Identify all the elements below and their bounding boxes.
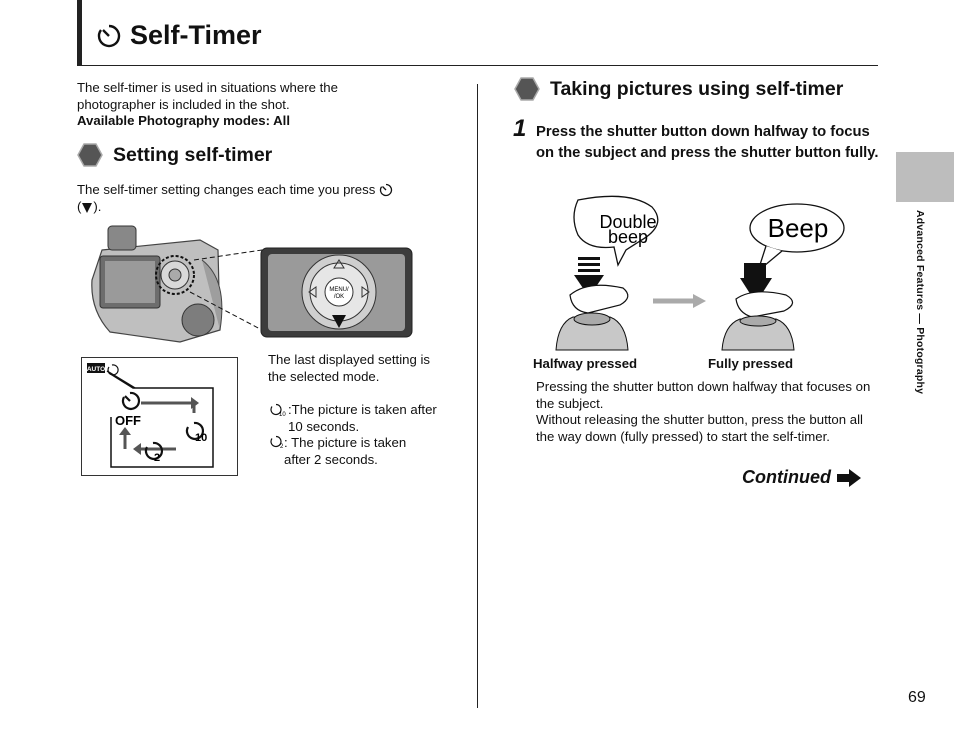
setting-text: The self-timer setting changes each time you press ( ).: [77, 182, 437, 215]
step-text: Press the shutter button down halfway to focus on the subject and press the shutter button fully.: [536, 124, 879, 161]
continued-text: Continued: [742, 467, 831, 487]
step-number: 1: [513, 115, 527, 142]
arrow-right-icon: [837, 469, 861, 487]
svg-text:2: 2: [280, 444, 284, 449]
legend-2-text: : The picture is taken after 2 seconds.: [284, 435, 407, 467]
title-accent-bar: [77, 0, 82, 66]
desc-fully: Without releasing the shutter button, press the button all the way down (fully pressed) to start the self-timer.: [536, 412, 863, 444]
desc-halfway: Pressing the shutter button down halfway that focuses on the subject.: [536, 379, 871, 411]
hexagon-bullet-icon: [77, 142, 103, 168]
caption-halfway: Halfway pressed: [533, 356, 638, 371]
page-title: [96, 20, 262, 51]
legend-10-text: :The picture is taken after 10 seconds.: [288, 402, 437, 434]
two-second-label: 2: [154, 452, 161, 464]
section-heading-setting: [77, 142, 272, 168]
intro-text: The self-timer is used in situations where the photographer is included in the shot.: [77, 80, 338, 112]
page-title-text: Self-Timer: [130, 20, 262, 50]
setting-text-body: The self-timer setting changes each time you press: [77, 182, 376, 197]
ten-second-label: 10: [195, 432, 208, 444]
continued-link[interactable]: [742, 467, 861, 488]
off-label: OFF: [115, 413, 141, 428]
hexagon-bullet-icon: [514, 76, 540, 102]
caption-fully: Fully pressed: [708, 356, 794, 371]
shutter-illustration: [548, 195, 858, 355]
available-modes: Available Photography modes: All: [77, 113, 290, 128]
dial-menu-label: MENU/: [329, 287, 349, 293]
double-beep-line2: beep: [607, 227, 649, 247]
last-setting-note: The last displayed setting is the selected mode.: [268, 352, 430, 384]
mode-cycle-drawing: [81, 357, 238, 475]
chapter-label: Advanced Features — Photography: [914, 210, 926, 395]
auto-mode-label: AUTO: [86, 366, 106, 373]
down-triangle-icon: [81, 202, 93, 214]
section-heading-taking: [514, 76, 843, 102]
svg-text:10: 10: [279, 412, 286, 417]
dial-ok-label: /OK: [333, 294, 345, 300]
camera-illustration: [80, 220, 415, 345]
column-divider: [477, 84, 478, 708]
section-heading-setting-text: Setting self-timer: [113, 143, 273, 166]
self-timer-icon: [96, 23, 122, 49]
timer-10s-icon: [270, 403, 288, 417]
beep-text: Beep: [767, 213, 829, 243]
section-heading-taking-text: Taking pictures using self-timer: [550, 77, 844, 100]
chapter-tab: [896, 152, 954, 202]
self-timer-icon: [379, 183, 393, 197]
double-beep-line1: Double: [599, 212, 657, 232]
title-rule: [77, 65, 878, 66]
page-number: 69: [908, 689, 926, 706]
legend-10-body: The picture is taken after 10 seconds.: [288, 402, 437, 434]
setting-text-tail: ).: [93, 198, 102, 214]
legend-2-body: The picture is taken after 2 seconds.: [284, 435, 407, 467]
